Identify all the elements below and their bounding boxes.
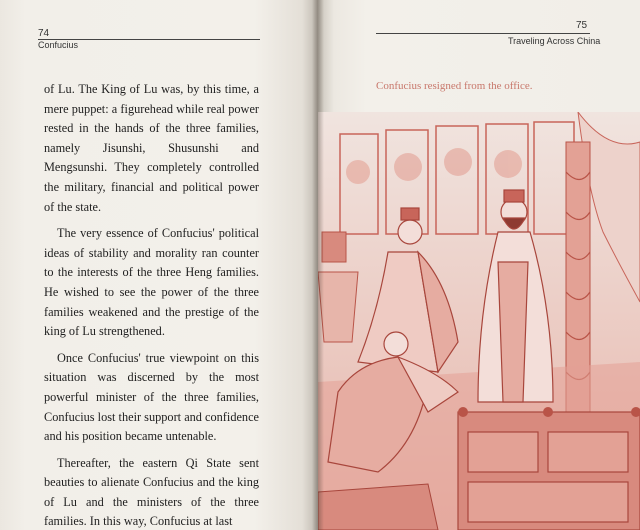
header-rule-left (38, 39, 260, 40)
paragraph-2: The very essence of Confucius' political ideas of stability and morality ran counter to the interests of the three Heng families. He wished to see the power of the three families weakened and the prestige of the king of Lu strengthened. (44, 226, 259, 339)
running-head-right: Traveling Across China (508, 36, 601, 46)
paragraph-3: Once Confucius' true viewpoint on this situation was discerned by the most powerful minister of the three families, Confucius lost their support and confidence and his position became untenable. (44, 350, 259, 444)
illustration-caption: Confucius resigned from the office. (376, 80, 533, 92)
illustration-confucius-resigning (318, 112, 640, 530)
running-head-left: Confucius (38, 40, 79, 50)
paragraph-4: Thereafter, the eastern Qi State sent beauties to alienate Confucius and the king of Lu and the ministers of the three families. In this way, Confucius at last (44, 455, 259, 529)
body-text (44, 80, 259, 530)
left-page (0, 0, 318, 530)
paragraph-1: of Lu. The King of Lu was, by this time, a mere puppet: a figurehead while real power rested in the hands of the three families, namely Jisunshi, Shusunshi and Mengsunshi. They completely controlled the military, financial and political power of the state. (44, 82, 259, 214)
page-number-right: 75 (576, 20, 588, 31)
page-number-left: 74 (38, 28, 50, 39)
header-rule-right (376, 33, 590, 34)
book-gutter (312, 0, 324, 530)
right-page (318, 0, 640, 530)
